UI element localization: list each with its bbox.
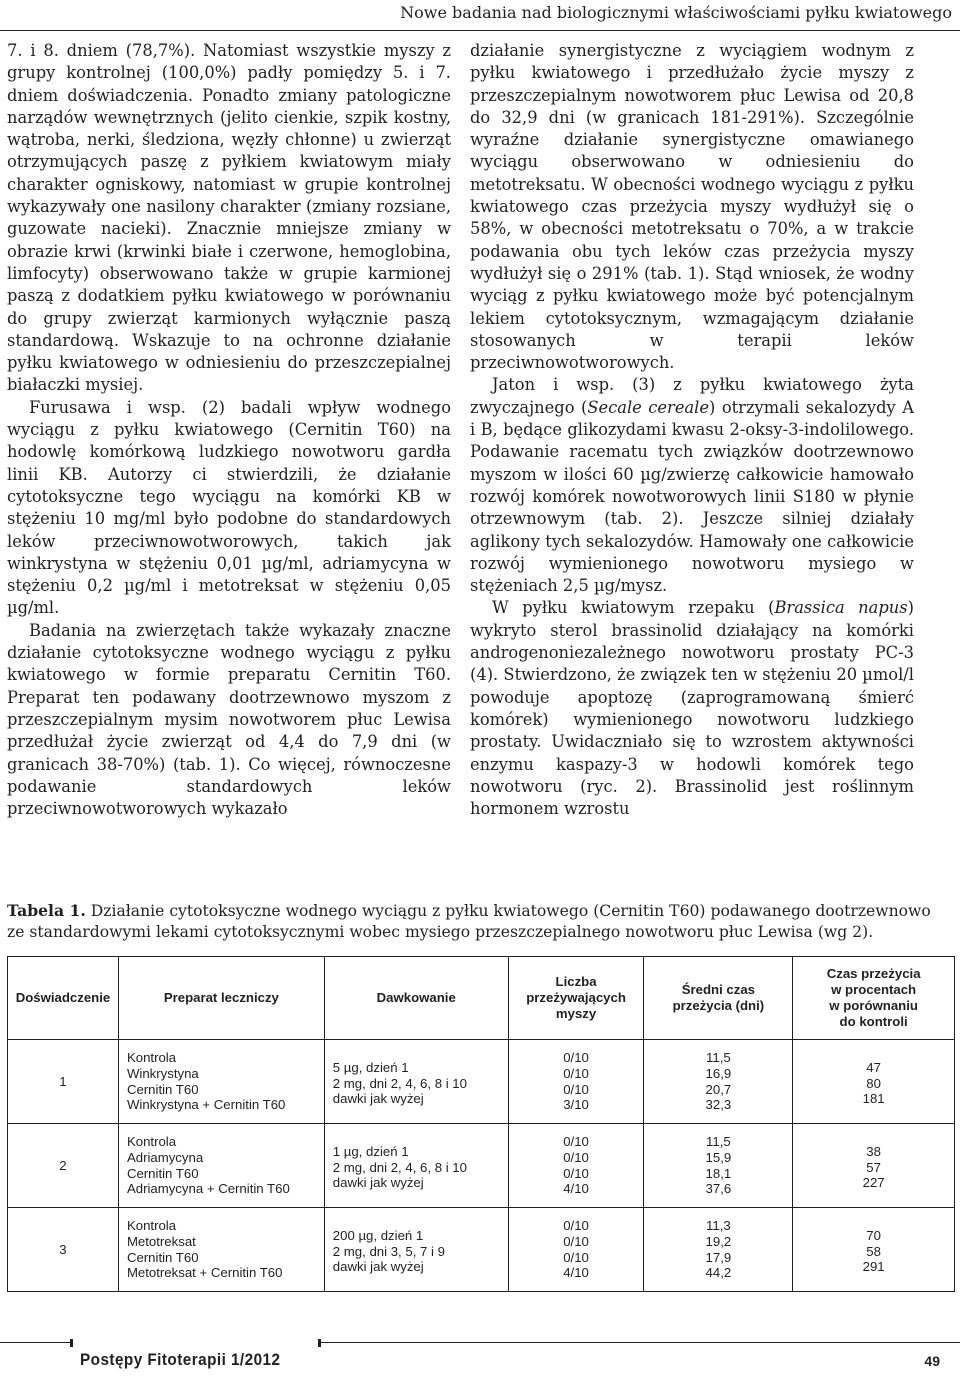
header-preparation: Preparat leczniczy: [118, 957, 324, 1040]
header-line: przeżywających: [526, 990, 626, 1006]
footer-mark-left: [70, 1339, 73, 1347]
survivors-line: 0/10: [563, 1249, 589, 1265]
mean-survival-line: 11,3: [706, 1217, 731, 1233]
preparation-line: Kontrola: [126, 1049, 177, 1065]
survivors-line: 0/10: [563, 1165, 589, 1181]
cell-dosing: [324, 1040, 508, 1124]
table-row: [8, 1124, 955, 1208]
mean-survival-line: 19,2: [705, 1233, 732, 1249]
footer-rule-left: [0, 1342, 70, 1343]
header-line: Średni czas: [681, 982, 756, 998]
right-paragraph-3: [470, 597, 914, 820]
preparation-line: Kontrola: [126, 1133, 177, 1149]
survivors-line: 0/10: [563, 1065, 589, 1081]
left-paragraph-2: Furusawa i wsp. (2) badali wpływ wodnego wyciągu z pyłku kwiatowego (Cernitin T60) na hodowlę komórkową ludzkiego nowotworu gardła linii KB. Autorzy ci stwierdzili, że działanie cytotoksyczne tego wyciągu na komórki KB w stężeniu 10 mg/ml było podobne do standardowych leków przeciwnowotworowych, takich jak winkrystyna w stężeniu 0,01 µg/ml, adriamycyna w stężeniu 0,2 µg/ml i metotreksat w stężeniu 0,05 µg/ml.: [7, 397, 451, 618]
survivors-line: 0/10: [563, 1081, 589, 1097]
mean-survival-line: 37,6: [705, 1181, 732, 1197]
percent-line: 80: [866, 1075, 881, 1091]
dosing-line: dawki jak wyżej: [332, 1175, 424, 1191]
cell-survivors: [508, 1040, 644, 1124]
preparation-line: Cernitin T60: [126, 1165, 199, 1181]
mean-survival-line: 32,3: [705, 1097, 732, 1113]
right-paragraph-3-start: W pyłku kwiatowym rzepaku (: [492, 598, 775, 618]
header-line: myszy: [555, 1005, 597, 1021]
percent-line: 47: [866, 1059, 881, 1075]
percent-line: 181: [862, 1091, 885, 1107]
preparation-line: Adriamycyna: [126, 1149, 204, 1165]
mean-survival-line: 20,7: [705, 1081, 732, 1097]
right-paragraph-2: [470, 374, 914, 597]
cell-experiment: 3: [8, 1208, 119, 1292]
dosing-line: 2 mg, dni 3, 5, 7 i 9: [332, 1243, 445, 1259]
table-caption: [7, 900, 953, 943]
cell-mean-survival: [644, 1040, 793, 1124]
table-row: [8, 1208, 955, 1292]
cell-experiment: 2: [8, 1124, 119, 1208]
results-table: [7, 956, 955, 1292]
header-line: Czas przeżycia: [826, 966, 921, 982]
header-experiment: Doświadczenie: [8, 957, 119, 1040]
dosing-line: dawki jak wyżej: [332, 1091, 424, 1107]
header-survivors: [508, 957, 644, 1040]
preparation-line: Adriamycyna + Cernitin T60: [126, 1181, 290, 1197]
cell-survivors: [508, 1208, 644, 1292]
header-line: w procentach: [831, 982, 917, 998]
right-paragraph-2-end: ) otrzymali sekalozydy A i B, będące glikozydami kwasu 2-oksy-3-indolilowego. Podawanie racematu tych związków dootrzewnowo myszom w ilości 60 µg/zwierzę całkowicie hamowało rozwój komórek nowotworowych linii S180 w płynie otrzewnowym (tab. 2). Jeszcze silniej działały aglikony tych sekalozydów. Hamowały one całkowicie rozwój wymienionego nowotworu mysiego w stężeniach 2,5 µg/mysz.: [470, 397, 914, 596]
cell-survivors: [508, 1124, 644, 1208]
percent-line: 70: [866, 1227, 881, 1243]
right-column: [470, 40, 914, 820]
preparation-line: Cernitin T60: [126, 1081, 199, 1097]
cell-dosing: [324, 1208, 508, 1292]
survivors-line: 0/10: [563, 1217, 589, 1233]
right-paragraph-1: działanie synergistyczne z wyciągiem wodnym z pyłku kwiatowego i przedłużało życie myszy z przeszczepialnym nowotworem płuc Lewisa od 20,8 do 32,9 dni (w granicach 181-291%). Szczególnie wyraźne działanie synergistyczne omawianego wyciągu obserwowano w odniesieniu do metotreksatu. W obecności wodnego wyciągu z pyłku kwiatowego czas przeżycia myszy wydłużył się o 58%, w obecności metotreksatu o 70%, a w trakcie podawania obu tych leków czas przeżycia myszy wydłużył się o 291% (tab. 1). Stąd wniosek, że wodny wyciąg z pyłku kwiatowego może być potencjalnym lekiem cytotoksycznym, wzmagającym działanie stosowanych w terapii leków przeciwnowotworowych.: [470, 41, 914, 373]
mean-survival-line: 16,9: [705, 1065, 732, 1081]
preparation-line: Kontrola: [126, 1217, 177, 1233]
cell-experiment: 1: [8, 1040, 119, 1124]
survivors-line: 0/10: [563, 1133, 589, 1149]
header-line: do kontroli: [839, 1013, 908, 1029]
preparation-line: Metotreksat: [126, 1233, 196, 1249]
survivors-line: 3/10: [563, 1097, 589, 1113]
dosing-line: dawki jak wyżej: [332, 1259, 424, 1275]
mean-survival-line: 15,9: [705, 1149, 732, 1165]
preparation-line: Winkrystyna + Cernitin T60: [126, 1097, 286, 1113]
survivors-line: 0/10: [563, 1233, 589, 1249]
preparation-line: Winkrystyna: [126, 1065, 199, 1081]
percent-line: 58: [866, 1243, 881, 1259]
survivors-line: 0/10: [563, 1149, 589, 1165]
dosing-line: 200 µg, dzień 1: [332, 1227, 424, 1243]
preparation-line: Cernitin T60: [126, 1249, 199, 1265]
mean-survival-line: 11,5: [706, 1049, 731, 1065]
percent-line: 38: [866, 1143, 881, 1159]
header-line: w porównaniu: [829, 998, 918, 1013]
survivors-line: 0/10: [563, 1049, 589, 1065]
cell-percent-of-control: [793, 1040, 955, 1124]
dosing-line: 2 mg, dni 2, 4, 6, 8 i 10: [332, 1075, 467, 1091]
cell-mean-survival: [644, 1208, 793, 1292]
cell-percent-of-control: [793, 1208, 955, 1292]
table-caption-text: Działanie cytotoksyczne wodnego wyciągu z pyłku kwiatowego (Cernitin T60) podawanego dootrzewnowo ze standardowymi lekami cytotoksycznymi wobec mysiego przeszczepialnego nowotworu płuc Lewisa (wg 2).: [7, 902, 931, 941]
running-title: Nowe badania nad biologicznymi właściwościami pyłku kwiatowego: [400, 3, 952, 22]
percent-line: 291: [862, 1259, 885, 1275]
cell-percent-of-control: [793, 1124, 955, 1208]
left-paragraph-1: 7. i 8. dniem (78,7%). Natomiast wszystkie myszy z grupy kontrolnej (100,0%) padły pomiędzy 5. i 7. dniem doświadczenia. Ponadto zmiany patologiczne narządów wewnętrznych (jelito cienkie, szpik kostny, wątroba, nerki, śledziona, węzły chłonne) u zwierząt otrzymujących paszę z pyłkiem kwiatowym miały charakter ogniskowy, natomiast w grupie kontrolnej wykazywały one nasilony charakter (zmiany rozsiane, guzowate nacieki). Znacznie mniejsze zmiany w obrazie krwi (krwinki białe i czerwone, hemoglobina, limfocyty) obserwowano także w grupie karmionej paszą z dodatkiem pyłku kwiatowego w porównaniu do grupy zwierząt karmionych wyłącznie paszą standardową. Wskazuje to na ochronne działanie pyłku kwiatowego w odniesieniu do przeszczepialnej białaczki mysiej.: [7, 41, 451, 395]
left-paragraph-3: Badania na zwierzętach także wykazały znaczne działanie cytotoksyczne wodnego wyciągu z pyłku kwiatowego w formie preparatu Cernitin T60. Preparat ten podawany dootrzewnowo myszom z przeszczepialnym mysim nowotworem płuc Lewisa przedłużał życie zwierząt od 4,4 do 7,9 dni (w granicach 38-70%) (tab. 1). Co więcej, równoczesne podawanie standardowych leków przeciwnowotworowych wykazało: [7, 620, 451, 819]
right-paragraph-2-start: Jaton i wsp. (3) z pyłku kwiatowego żyta zwyczajnego (: [470, 375, 914, 417]
footer-mark-right: [318, 1339, 321, 1347]
dosing-line: 2 mg, dni 2, 4, 6, 8 i 10: [332, 1159, 467, 1175]
right-paragraph-3-end: ) wykryto sterol brassinolid działający na komórki androgenoniezależnego nowotworu prostaty PC-3 (4). Stwierdzono, że związek ten w stężeniu 20 µmol/l powoduje apoptozę (zaprogramowaną śmierć komórek) wymienionego nowotworu ludzkiego prostaty. Uwidaczniało się to wzrostem aktywności enzymu kaspazy-3 w hodowli komórek tego nowotworu (ryc. 2). Brassinolid jest roślinnym hormonem wzrostu: [470, 598, 914, 819]
footer-rule-right: [321, 1342, 960, 1343]
dosing-line: 1 µg, dzień 1: [332, 1143, 409, 1159]
preparation-line: Metotreksat + Cernitin T60: [126, 1265, 283, 1281]
journal-name: Postępy Fitoterapii 1/2012: [80, 1350, 281, 1369]
survivors-line: 4/10: [563, 1265, 589, 1281]
cell-preparation: [118, 1208, 324, 1292]
percent-line: 57: [866, 1159, 881, 1175]
latin-name-secale: Secale cereale: [587, 397, 709, 417]
percent-line: 227: [862, 1175, 885, 1191]
table-caption-label: Tabela 1.: [7, 901, 86, 920]
mean-survival-line: 11,5: [706, 1133, 731, 1149]
page-number: 49: [924, 1353, 940, 1369]
latin-name-brassica: Brassica napus: [774, 598, 908, 618]
dosing-line: 5 µg, dzień 1: [332, 1059, 409, 1075]
header-rule: [0, 30, 960, 31]
cell-mean-survival: [644, 1124, 793, 1208]
header-percent-of-control: [793, 957, 955, 1040]
cell-preparation: [118, 1124, 324, 1208]
header-dosing: Dawkowanie: [324, 957, 508, 1040]
cell-dosing: [324, 1124, 508, 1208]
table-header-row: [8, 957, 955, 1040]
header-line: Liczba: [555, 974, 597, 990]
mean-survival-line: 44,2: [705, 1265, 732, 1281]
cell-preparation: [118, 1040, 324, 1124]
header-line: przeżycia (dni): [672, 998, 765, 1013]
left-column: [7, 40, 451, 820]
mean-survival-line: 17,9: [705, 1249, 732, 1265]
mean-survival-line: 18,1: [705, 1165, 732, 1181]
table-row: [8, 1040, 955, 1124]
survivors-line: 4/10: [563, 1181, 589, 1197]
header-mean-survival: [644, 957, 793, 1040]
